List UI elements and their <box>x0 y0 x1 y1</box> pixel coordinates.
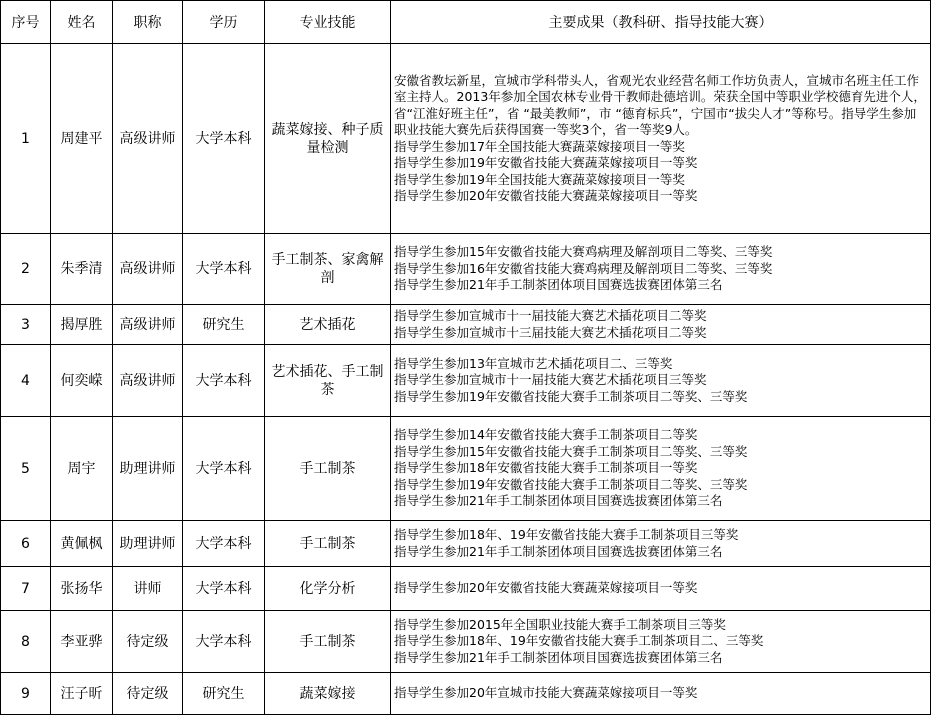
achievement-line: 指导学生参加20年安徽省技能大赛蔬菜嫁接项目一等奖 <box>394 188 698 203</box>
cell-skill: 手工制茶、家禽解剖 <box>265 234 391 305</box>
cell-education: 大学本科 <box>183 345 265 417</box>
cell-education: 大学本科 <box>183 234 265 305</box>
achievement-line: 指导学生参加14年安徽省技能大赛手工制茶项目二等奖 <box>394 427 698 443</box>
table-row <box>1 611 931 673</box>
cell-no: 9 <box>1 673 51 715</box>
cell-no: 4 <box>1 345 51 417</box>
cell-achievements <box>391 673 931 715</box>
cell-name: 揭厚胜 <box>51 305 113 345</box>
table-row <box>1 345 931 417</box>
achievement-line: 指导学生参加21年手工制茶团体项目国赛选拔赛团体第三名 <box>394 493 723 509</box>
cell-education: 大学本科 <box>183 44 265 234</box>
header-title: 职称 <box>113 1 183 44</box>
cell-skill: 手工制茶 <box>265 521 391 567</box>
cell-title: 高级讲师 <box>113 234 183 305</box>
table-row <box>1 521 931 567</box>
header-row <box>1 1 931 44</box>
achievement-line: 指导学生参加17年全国技能大赛蔬菜嫁接项目一等奖 <box>394 138 685 154</box>
cell-education: 研究生 <box>183 305 265 345</box>
achievement-line: 指导学生参加18年安徽省技能大赛手工制茶项目一等奖 <box>394 460 698 476</box>
cell-name: 汪子昕 <box>51 673 113 715</box>
achievement-line: 指导学生参加18年、19年安徽省技能大赛手工制茶项目三等奖 <box>394 527 739 542</box>
header-skill: 专业技能 <box>265 1 391 44</box>
cell-name: 黄佩枫 <box>51 521 113 567</box>
cell-title: 讲师 <box>113 567 183 611</box>
cell-no: 5 <box>1 417 51 521</box>
achievement-line: 指导学生参加21年手工制茶团体项目国赛选拔赛团体第三名 <box>394 543 723 559</box>
cell-no: 6 <box>1 521 51 567</box>
cell-skill: 手工制茶 <box>265 611 391 673</box>
cell-skill: 蔬菜嫁接 <box>265 673 391 715</box>
achievement-line: 指导学生参加19年安徽省技能大赛蔬菜嫁接项目一等奖 <box>394 155 698 170</box>
cell-name: 周建平 <box>51 44 113 234</box>
achievement-line: 指导学生参加宣城市十一届技能大赛艺术插花项目三等奖 <box>394 372 707 388</box>
cell-achievements <box>391 44 931 234</box>
cell-name: 何奕嵘 <box>51 345 113 417</box>
table-row <box>1 234 931 305</box>
cell-skill: 化学分析 <box>265 567 391 611</box>
cell-achievements <box>391 417 931 521</box>
achievement-line: 指导学生参加21年手工制茶团体项目国赛选拔赛团体第三名 <box>394 277 723 293</box>
cell-education: 研究生 <box>183 673 265 715</box>
cell-no: 7 <box>1 567 51 611</box>
achievement-line: 指导学生参加宣城市十三届技能大赛艺术插花项目二等奖 <box>394 324 707 340</box>
cell-skill: 艺术插花 <box>265 305 391 345</box>
header-education: 学历 <box>183 1 265 44</box>
cell-no: 8 <box>1 611 51 673</box>
cell-no: 2 <box>1 234 51 305</box>
cell-no: 3 <box>1 305 51 345</box>
achievement-line: 指导学生参加19年安徽省技能大赛手工制茶项目二等奖、三等奖 <box>394 388 748 404</box>
cell-title: 高级讲师 <box>113 345 183 417</box>
cell-name: 周宇 <box>51 417 113 521</box>
cell-achievements <box>391 567 931 611</box>
cell-achievements <box>391 521 931 567</box>
cell-achievements <box>391 345 931 417</box>
table-row <box>1 417 931 521</box>
cell-skill: 手工制茶 <box>265 417 391 521</box>
achievement-line: 指导学生参加2015年全国职业技能大赛手工制茶项目三等奖 <box>394 616 726 632</box>
cell-title: 助理讲师 <box>113 521 183 567</box>
achievement-line: 指导学生参加20年宣城市技能大赛蔬菜嫁接项目一等奖 <box>394 685 698 701</box>
cell-skill: 蔬菜嫁接、种子质量检测 <box>265 44 391 234</box>
table-row <box>1 44 931 234</box>
cell-name: 朱季清 <box>51 234 113 305</box>
table-row <box>1 673 931 715</box>
table-row <box>1 305 931 345</box>
table-row <box>1 567 931 611</box>
cell-no: 1 <box>1 44 51 234</box>
cell-achievements <box>391 234 931 305</box>
cell-skill: 艺术插花、手工制茶 <box>265 345 391 417</box>
achievement-line: 指导学生参加宣城市十一届技能大赛艺术插花项目二等奖 <box>394 308 707 323</box>
cell-title: 待定级 <box>113 611 183 673</box>
cell-education: 大学本科 <box>183 417 265 521</box>
cell-achievements <box>391 611 931 673</box>
achievement-line: 指导学生参加20年安徽省技能大赛蔬菜嫁接项目一等奖 <box>394 580 698 596</box>
achievement-line: 指导学生参加15年安徽省技能大赛手工制茶项目二等奖、三等奖 <box>394 443 748 459</box>
achievement-line: 指导学生参加13年宣城市艺术插花项目二、三等奖 <box>394 355 673 371</box>
achievement-line: 指导学生参加21年手工制茶团体项目国赛选拔赛团体第三名 <box>394 649 723 665</box>
achievement-line: 指导学生参加19年安徽省技能大赛手工制茶项目二等奖、三等奖 <box>394 476 748 492</box>
achievement-line: 指导学生参加16年安徽省技能大赛鸡病理及解剖项目二等奖、三等奖 <box>394 260 773 276</box>
cell-education: 大学本科 <box>183 521 265 567</box>
achievement-intro: 安徽省教坛新星，宣城市学科带头人，省观光农业经营名师工作坊负责人，宣城市名班主任工作室主持人。2013年参加全国农林专业骨干教师赴德培训。荣获全国中等职业学校德育先进个人，省“江淮好班主任”，省 “最美教师”，市 “德育标兵”，宁国市“拔尖人才”等称号。指导学生参加职业技能大赛先后获得国赛一等奖3个，省一等奖9人。 <box>394 72 926 137</box>
cell-achievements <box>391 305 931 345</box>
cell-name: 张扬华 <box>51 567 113 611</box>
header-no: 序号 <box>1 1 51 44</box>
achievement-line: 指导学生参加19年全国技能大赛蔬菜嫁接项目一等奖 <box>394 171 685 187</box>
cell-education: 大学本科 <box>183 611 265 673</box>
cell-title: 待定级 <box>113 673 183 715</box>
cell-education: 大学本科 <box>183 567 265 611</box>
achievement-line: 指导学生参加15年安徽省技能大赛鸡病理及解剖项目二等奖、三等奖 <box>394 244 773 260</box>
header-achievements: 主要成果（教科研、指导技能大赛） <box>391 1 931 44</box>
cell-title: 高级讲师 <box>113 44 183 234</box>
cell-title: 助理讲师 <box>113 417 183 521</box>
achievement-line: 指导学生参加18年、19年安徽省技能大赛手工制茶项目二、三等奖 <box>394 633 764 649</box>
cell-title: 高级讲师 <box>113 305 183 345</box>
cell-name: 李亚骅 <box>51 611 113 673</box>
header-name: 姓名 <box>51 1 113 44</box>
